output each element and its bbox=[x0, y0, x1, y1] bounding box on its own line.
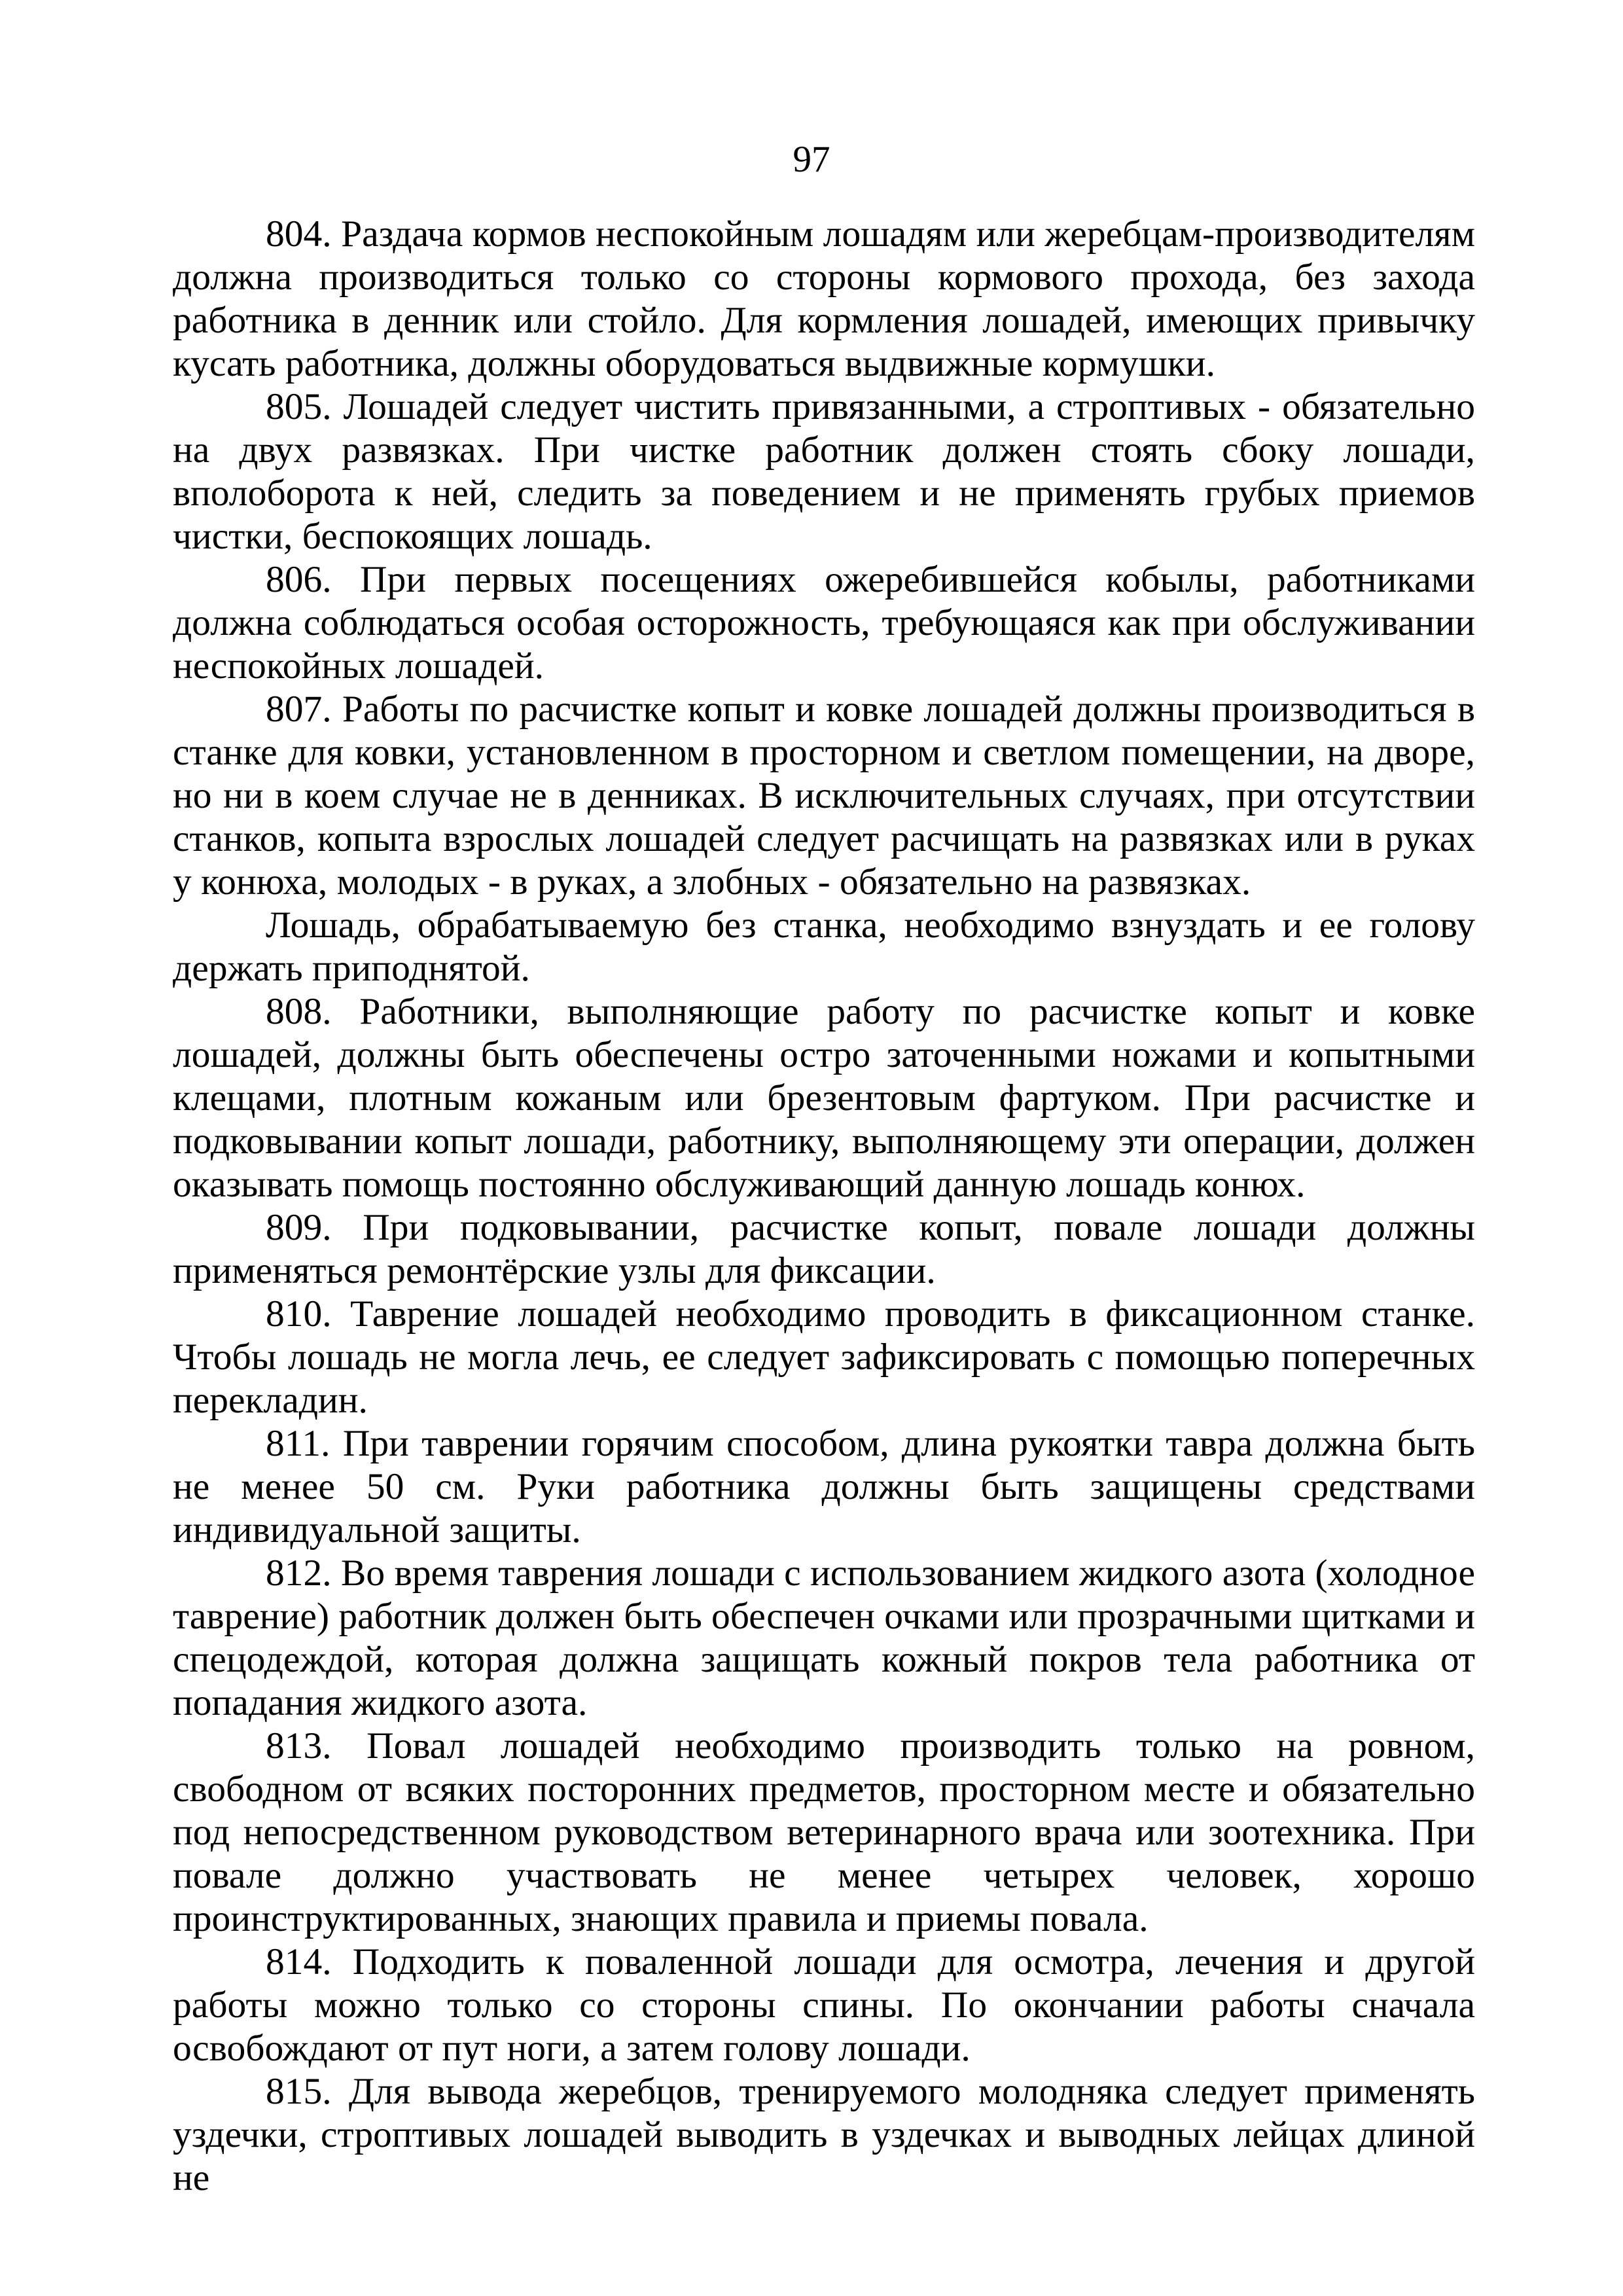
paragraph-808: 808. Работники, выполняющие работу по расчистке копыт и ковке лошадей, должны быть обеспечены остро заточенными ножами и копытными клещами, плотным кожаным или брезентовым фартуком. При расчистке и подковывании копыт лошади, работнику, выполняющему эти операции, должен оказывать помощь постоянно обслуживающий данную лошадь конюх. bbox=[173, 991, 1475, 1205]
paragraph-812: 812. Во время таврения лошади с использованием жидкого азота (холодное таврение) работник должен быть обеспечен очками или прозрачными щитками и спецодеждой, которая должна защищать кожный покров тела работника от попадания жидкого азота. bbox=[173, 1552, 1476, 1723]
paragraph-806: 806. При первых посещениях ожеребившейся кобылы, работниками должна соблюдаться особая осторожность, требующаяся как при обслуживании неспокойных лошадей. bbox=[173, 559, 1475, 687]
paragraph-813: 813. Повал лошадей необходимо производить только на ровном, свободном от всяких посторонних предметов, просторном месте и обязательно под непосредственном руководством ветеринарного врача или зоотехника. При повале должно участвовать не менее четырех человек, хорошо проинструктированных, знающих правила и приемы повала. bbox=[173, 1725, 1475, 1939]
document-body bbox=[173, 213, 1475, 2200]
page-number: 97 bbox=[793, 139, 830, 180]
paragraph-810: 810. Таврение лошадей необходимо проводить в фиксационном станке. Чтобы лошадь не могла лечь, ее следует зафиксировать с помощью поперечных перекладин. bbox=[173, 1293, 1475, 1421]
paragraph-804: 804. Раздача кормов неспокойным лошадям или жеребцам-производителям должна производиться только со стороны кормового прохода, без захода работника в денник или стойло. Для кормления лошадей, имеющих привычку кусать работника, должны оборудоваться выдвижные кормушки. bbox=[173, 213, 1475, 384]
paragraph-807-continued: Лошадь, обрабатываемую без станка, необходимо взнуздать и ее голову держать приподнятой. bbox=[173, 905, 1475, 989]
paragraph-807: 807. Работы по расчистке копыт и ковке лошадей должны производиться в станке для ковки, установленном в просторном и светлом помещении, на дворе, но ни в коем случае не в денниках. В исключительных случаях, при отсутствии станков, копыта взрослых лошадей следует расчищать на развязках или в руках у конюха, молодых - в руках, а злобных - обязательно на развязках. bbox=[173, 689, 1475, 903]
paragraph-814: 814. Подходить к поваленной лошади для осмотра, лечения и другой работы можно только со стороны спины. По окончании работы сначала освобождают от пут ноги, а затем голову лошади. bbox=[173, 1941, 1475, 2069]
paragraph-809: 809. При подковывании, расчистке копыт, повале лошади должны применяться ремонтёрские узлы для фиксации. bbox=[173, 1207, 1475, 1291]
paragraph-805: 805. Лошадей следует чистить привязанными, а строптивых - обязательно на двух развязках. При чистке работник должен стоять сбоку лошади, вполоборота к ней, следить за поведением и не применять грубых приемов чистки, беспокоящих лошадь. bbox=[173, 386, 1475, 557]
paragraph-815: 815. Для вывода жеребцов, тренируемого молодняка следует применять уздечки, строптивых лошадей выводить в уздечках и выводных лейцах длиной не bbox=[173, 2071, 1475, 2198]
paragraph-811: 811. При таврении горячим способом, длина рукоятки тавра должна быть не менее 50 см. Руки работника должны быть защищены средствами индивидуальной защиты. bbox=[173, 1423, 1475, 1551]
